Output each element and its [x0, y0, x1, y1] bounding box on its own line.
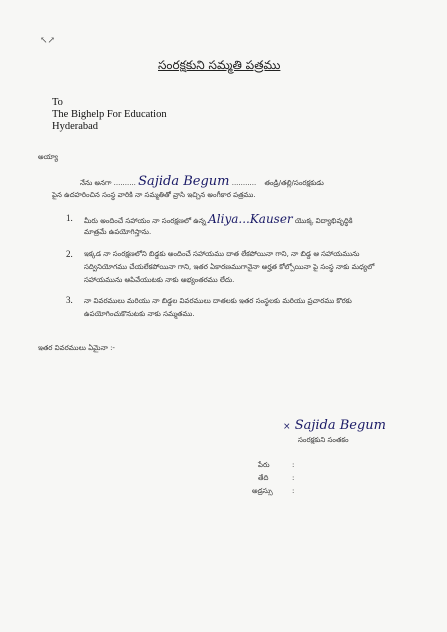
- item-2-number: 2.: [66, 249, 73, 259]
- item-2-line-1: ఇక్కడ నా సంరక్షణలోని బిడ్డకు అందించే సహాయము దాత లేకపోయినా గాని, నా బిడ్డ ఆ సహాయమును: [84, 250, 360, 258]
- other-details-label: ఇతర వివరములు ఏమైనా :-: [38, 344, 115, 352]
- item-1-line-1-suffix: యొక్క విద్యాభివృద్ధికి: [294, 217, 353, 225]
- item-2-line-2: సద్వినియోగము చేయలేకపోయినా గాని, ఇతర ఏకారణముగానైనా అర్హత కోల్పోయినా పై సంస్థ నాకు మధ్యలో: [84, 263, 375, 271]
- address-to: To: [52, 97, 63, 108]
- item-1-line-2: మాత్రమే ఉపయోగిస్తాను.: [84, 228, 152, 236]
- item-1-line-1: [84, 212, 353, 227]
- field-date-label: తేది: [258, 474, 269, 482]
- address-city: Hyderabad: [52, 121, 99, 132]
- signature-caption: సంరక్షకుని సంతకం: [298, 436, 349, 444]
- guardian-name-handwritten: Sajida Begum: [138, 174, 230, 189]
- item-1-number: 1.: [66, 213, 73, 223]
- field-address-label: అడ్రస్సు: [252, 487, 273, 495]
- item-3-line-2: ఉపయోగించుకొనుటకు నాకు సమ్మతము.: [84, 310, 195, 318]
- field-address-colon: :: [292, 487, 295, 495]
- salutation: అయ్యా: [38, 153, 59, 161]
- signature-text: Sajida Begum: [294, 418, 387, 433]
- field-date-colon: :: [292, 474, 295, 482]
- field-name-label: పేరు: [258, 461, 270, 469]
- consent-line-1-dots: ...........: [231, 179, 257, 187]
- item-1-line-1-prefix: మీరు అందించే సహాయం నా సంరక్షణలో ఉన్న: [84, 217, 206, 225]
- guardian-signature: [283, 418, 386, 433]
- address-org: The Bighelp For Education: [52, 109, 167, 120]
- item-3-number: 3.: [66, 295, 73, 305]
- consent-line-1-prefix: నేను అనగా ..........: [80, 179, 136, 187]
- item-3-line-1: నా వివరములు మరియు నా బిడ్డల వివరములు దాతలకు ఇతర సంస్థలకు మరియు ప్రచారము కొరకు: [84, 297, 352, 305]
- consent-line-1-suffix: తండ్రి/తల్లి/సంరక్షకుడు: [264, 179, 324, 187]
- consent-line-2: పైన ఉదహరించిన సంస్థ వారికి నా సమ్మతితో వ్రాసి ఇచ్చిన అంగీకార పత్రము.: [52, 191, 256, 199]
- corner-scribble: ↖↗: [40, 36, 56, 46]
- item-2-line-3: సహాయమును ఆపివేయుటకు నాకు అభ్యంతరము లేదు.: [84, 276, 235, 284]
- form-title: సంరక్షకుని సమ్మతి పత్రము: [158, 58, 281, 72]
- field-name-colon: :: [292, 461, 295, 469]
- signature-mark-icon: ×: [283, 422, 291, 432]
- consent-line-1: [80, 174, 324, 189]
- child-name-handwritten: Aliya...Kauser: [208, 212, 293, 226]
